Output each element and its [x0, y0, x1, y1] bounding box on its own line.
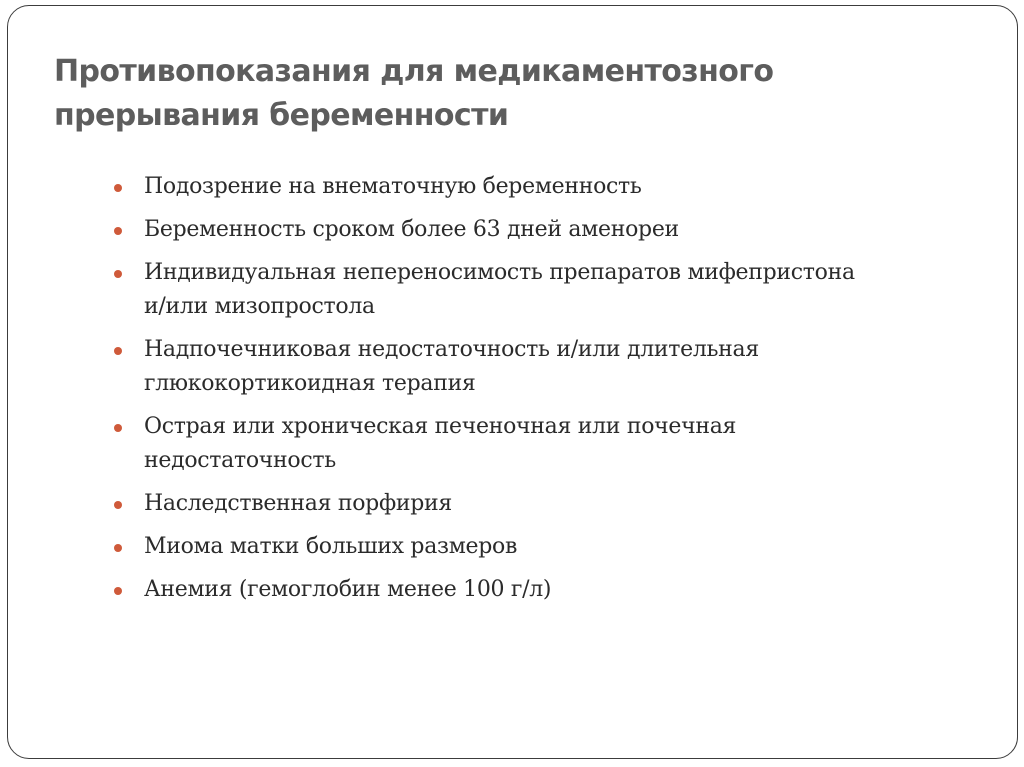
bullet-dot-icon [114, 544, 122, 552]
list-item [114, 487, 984, 521]
title-line-2: прерывания беременности [54, 98, 509, 133]
list-item-text: Острая или хроническая печеночная или почечная [144, 414, 737, 439]
list-item-text-continued: недостаточность [144, 448, 336, 473]
list-item-text: Наследственная порфирия [144, 491, 452, 516]
list-item-text-continued: глюкокортикоидная терапия [144, 371, 476, 396]
list-item-text: Надпочечниковая недостаточность и/или длительная [144, 337, 759, 362]
list-item [114, 256, 984, 324]
bullet-dot-icon [114, 270, 122, 278]
list-item-text-continued: и/или мизопростола [144, 294, 375, 319]
list-item [114, 530, 984, 564]
bullet-dot-icon [114, 501, 122, 509]
list-item [114, 410, 984, 478]
bullet-dot-icon [114, 184, 122, 192]
list-item [114, 213, 984, 247]
list-item-text: Анемия (гемоглобин менее 100 г/л) [144, 577, 552, 602]
bullet-dot-icon [114, 227, 122, 235]
bullet-dot-icon [114, 347, 122, 355]
list-item [114, 573, 984, 607]
bullet-dot-icon [114, 424, 122, 432]
list-item-text: Беременность сроком более 63 дней аменореи [144, 217, 679, 242]
list-item-text: Индивидуальная непереносимость препаратов мифепристона [144, 260, 855, 285]
slide-title [54, 50, 954, 138]
list-item-text: Миома матки больших размеров [144, 534, 518, 559]
list-item [114, 333, 984, 401]
list-item-text: Подозрение на внематочную беременность [144, 174, 642, 199]
list-item [114, 170, 984, 204]
title-line-1: Противопоказания для медикаментозного [54, 54, 774, 89]
bullet-dot-icon [114, 587, 122, 595]
contraindications-list [114, 170, 984, 616]
slide-frame [7, 5, 1018, 759]
